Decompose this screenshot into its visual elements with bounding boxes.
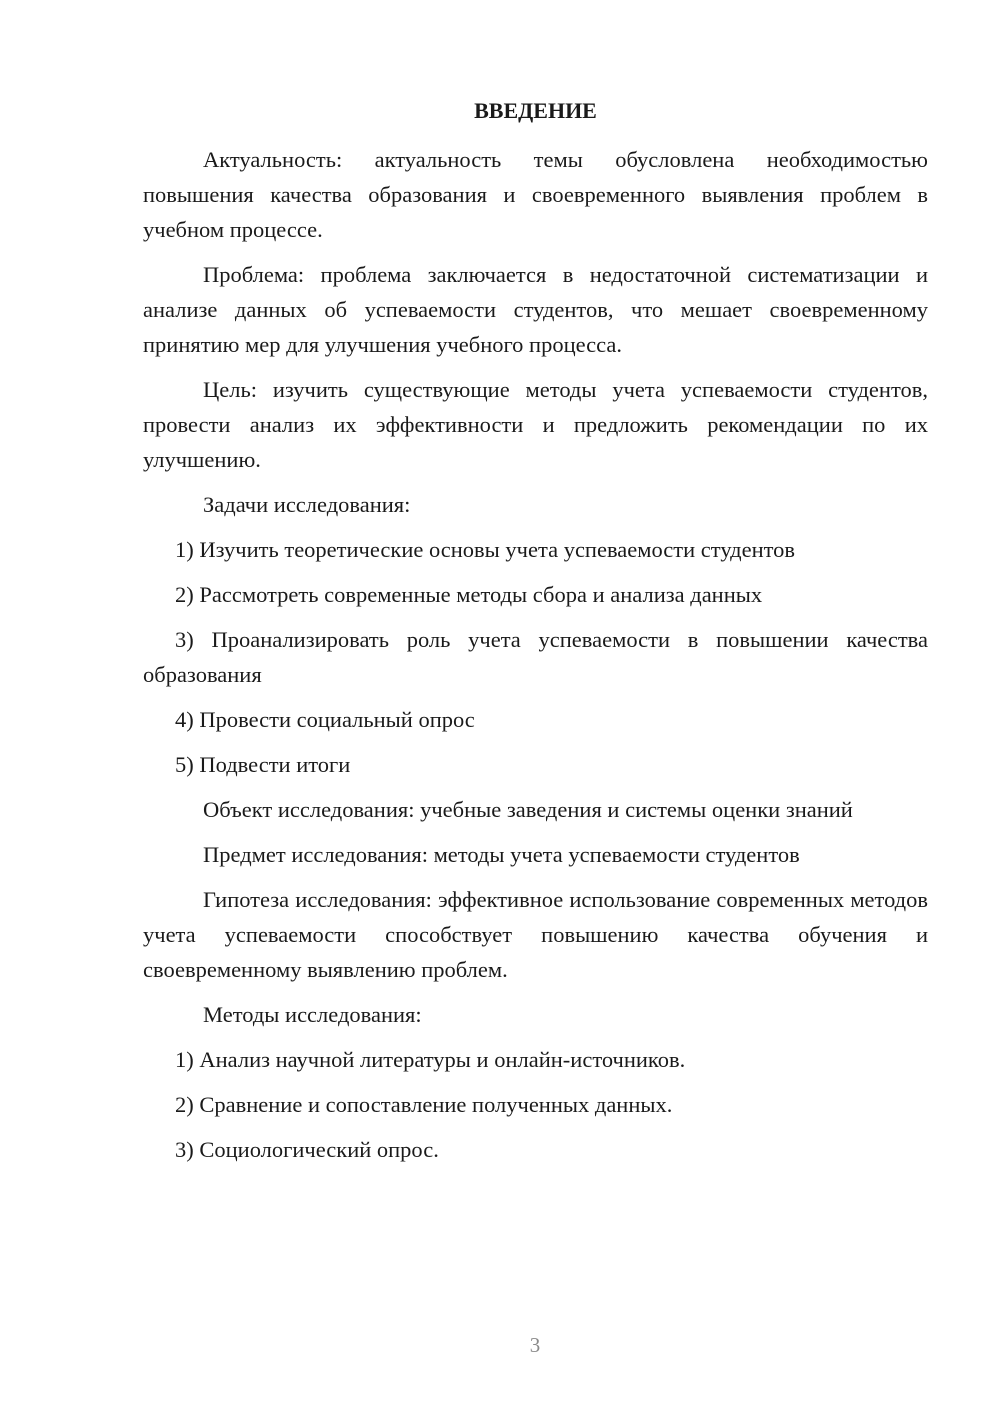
tasks-heading: Задачи исследования: bbox=[203, 492, 411, 517]
task-item: 3) Проанализировать роль учета успеваемости в повышении качества образования bbox=[143, 627, 928, 687]
task-item: 5) Подвести итоги bbox=[175, 752, 351, 777]
method-item: 1) Анализ научной литературы и онлайн-источников. bbox=[175, 1047, 686, 1072]
relevance-paragraph: Актуальность: актуальность темы обусловлена необходимостью повышения качества образования и своевременного выявления проблем в учебном процессе. bbox=[143, 147, 928, 242]
page-number: 3 bbox=[529, 1333, 541, 1357]
problem-paragraph: Проблема: проблема заключается в недостаточной систематизации и анализе данных об успеваемости студентов, что мешает своевременному принятию мер для улучшения учебного процесса. bbox=[143, 262, 928, 357]
task-item: 1) Изучить теоретические основы учета успеваемости студентов bbox=[175, 537, 796, 562]
goal-paragraph: Цель: изучить существующие методы учета успеваемости студентов, провести анализ их эффективности и предложить рекомендации по их улучшению. bbox=[143, 377, 928, 472]
section-title: ВВЕДЕНИЕ bbox=[474, 98, 597, 123]
task-item: 2) Рассмотреть современные методы сбора и анализа данных bbox=[175, 582, 763, 607]
method-item: 2) Сравнение и сопоставление полученных данных. bbox=[175, 1092, 673, 1117]
subject-paragraph: Предмет исследования: методы учета успеваемости студентов bbox=[203, 842, 800, 867]
hypothesis-paragraph: Гипотеза исследования: эффективное использование современных методов учета успеваемости способствует повышению качества обучения и своевременному выявлению проблем. bbox=[143, 887, 928, 982]
document-body bbox=[143, 96, 928, 1177]
method-item: 3) Социологический опрос. bbox=[175, 1137, 439, 1162]
object-paragraph: Объект исследования: учебные заведения и системы оценки знаний bbox=[203, 797, 853, 822]
methods-heading: Методы исследования: bbox=[203, 1002, 422, 1027]
task-item: 4) Провести социальный опрос bbox=[175, 707, 475, 732]
